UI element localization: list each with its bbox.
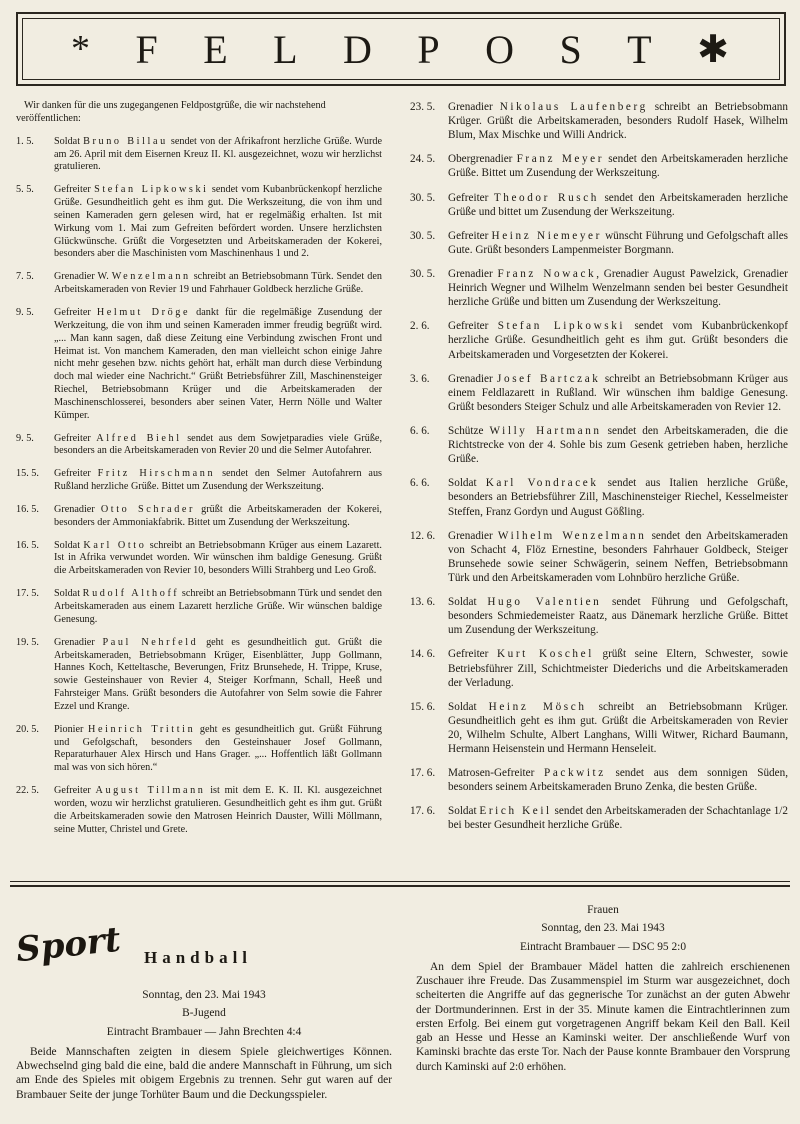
entry-date: 5. 5. — [16, 184, 34, 196]
entry-text — [448, 424, 788, 466]
title-letter: O — [485, 26, 516, 72]
entry-rank: Grenadier — [448, 267, 498, 280]
entry-message: schreibt an Betriebsobmann Krüger aus einem Lazarett. Ist in Afrika verwundet worden. Wir wünschen ihm baldige Genesung. Grüßt die Arbeitskameraden von Revier 10, besonders Willi Strahberg und Leo Groß. — [54, 539, 382, 577]
feldpost-entry — [410, 152, 788, 180]
entry-name: Fritz Hirschmann — [97, 468, 216, 480]
entry-text — [54, 184, 382, 261]
entry-date: 16. 5. — [16, 503, 39, 515]
entry-name: Packwitz — [544, 767, 606, 780]
match-report: An dem Spiel der Brambauer Mädel hatten die zahlreich erschienenen Zuschauer ihre Freude. Das Zusammenspiel im Sturm war ausgezeichnet, doch scheiterten die Angriffe auf das gegnerische Tor zunächst an der guten Abwehr der Dortmunderinnen. Erst in der 35. Minute kamen die Eintrachtlerinnen zum ersten Erfolg. Bei einem gut vorgetragenen Angriff bekam Keil den Ball. Keil gab an Hesse und Hesse an Kaminski weiter. Der anschließende Wurf von Kaminski brachte das erste Tor. Nach der Pause konnte Brambauer den Vorsprung durch Kaminski auf 2:0 erhöhen. — [416, 960, 790, 1073]
feldpost-entry — [410, 529, 788, 585]
entry-name: Heinz Niemeyer — [491, 229, 602, 242]
entry-message: sendet aus dem sonnigen Süden, besonders seinem Arbeitskameraden Bruno Zenka, die besten Grüße. — [448, 767, 788, 794]
entry-rank: Soldat — [54, 135, 84, 147]
entry-rank: Soldat — [54, 539, 84, 551]
entry-rank: Gefreiter — [448, 229, 492, 242]
entry-text — [54, 468, 382, 494]
entry-name: Nikolaus Laufenberg — [499, 101, 648, 113]
feldpost-entry — [410, 647, 788, 689]
entry-name: Josef Bartczak — [497, 372, 601, 385]
entry-text — [54, 307, 382, 423]
match-group: B-Jugend — [182, 1007, 226, 1020]
entry-message: schreibt an Betriebsobmann Krüger. Grüßt die Arbeitskameraden, besonders Rudolf Hasek, Wilhelm Blum, Max Mischke und Willi Andrick. — [448, 101, 788, 142]
entry-name: Heinz Mösch — [488, 700, 587, 713]
entry-date: 7. 5. — [16, 271, 34, 283]
section-divider — [10, 881, 790, 882]
feldpost-entry — [410, 700, 788, 756]
feldpost-entry — [410, 424, 788, 466]
entry-date: 2. 6. — [410, 320, 430, 333]
masthead-frame — [22, 18, 780, 80]
entry-message: schreibt an Betriebsobmann Türk und sendet den Arbeitskameraden aus einem Lazarett herzliche Grüße. Wir wünschen baldige Genesung. — [54, 588, 382, 625]
entry-rank: Gefreiter — [54, 432, 97, 444]
entry-date: 19. 5. — [16, 636, 39, 648]
entry-date: 3. 6. — [410, 372, 430, 385]
entry-text — [54, 785, 382, 836]
entry-rank: Pionier — [54, 723, 88, 735]
entry-rank: Grenadier — [448, 372, 498, 385]
entry-name: Wilhelm Wenzelmann — [497, 529, 647, 542]
feldpost-entry — [16, 433, 382, 459]
feldpost-entry — [410, 766, 788, 794]
entry-rank: Schütze — [448, 424, 490, 437]
entry-message: , Grenadier August Pawelzick, Grenadier Heinrich Wegner und Wilhelm Wenzelmann senden bei bester Gesundheit herzliche Grüße und bitten um Zusendung der Werkszeitung. — [448, 267, 788, 309]
title-letter: S — [559, 26, 584, 72]
sport-heading: Handball — [144, 948, 253, 967]
entry-message: grüßt die Arbeitskameraden der Kokerei, besonders der Ammoniakfabrik. Bittet um Zusendung der Werkszeitung. — [54, 503, 382, 528]
sport-logo: Sport — [14, 919, 123, 971]
entry-text — [54, 433, 382, 459]
entry-date: 17. 6. — [410, 767, 436, 780]
entry-rank: Grenadier — [54, 636, 103, 648]
entry-date: 12. 6. — [410, 529, 436, 542]
entry-date: 9. 5. — [16, 306, 34, 318]
entry-date: 1. 5. — [16, 135, 34, 147]
entry-name: Karl Otto — [83, 539, 147, 551]
entry-rank: Soldat — [448, 700, 489, 713]
section-divider — [10, 885, 790, 887]
feldpost-entry — [16, 468, 382, 494]
feldpost-entry — [410, 372, 788, 414]
entry-date: 17. 5. — [16, 588, 39, 600]
feldpost-entry — [410, 100, 788, 142]
masthead-title — [23, 19, 779, 79]
entry-date: 24. 5. — [410, 153, 436, 166]
entry-date: 16. 5. — [16, 539, 39, 551]
entry-text — [54, 271, 382, 297]
title-letter: P — [417, 26, 442, 72]
entry-rank: Grenadier — [448, 101, 500, 113]
match-date: Sonntag, den 23. Mai 1943 — [142, 989, 266, 1001]
feldpost-entry — [16, 540, 382, 579]
entry-date: 22. 5. — [16, 785, 39, 797]
entry-message: sendet Führung und Gefolgschaft, besonders Schmiedemeister Raatz, aus Dänemark herzliche Grüße. Bittet um Zusendung der Werkszeitung. — [448, 596, 789, 637]
entry-name: Franz Meyer — [516, 153, 605, 166]
feldpost-entry — [16, 785, 382, 836]
entry-rank: Grenadier — [54, 503, 101, 515]
intro-text: Wir danken für die uns zugegangenen Feldpostgrüße, die wir nachstehend veröffentlichen: — [16, 100, 326, 124]
entry-message: sendet den Selmer Autofahrern aus Rußland herzliche Grüße. Bittet um Zusendung der Werkszeitung. — [54, 468, 382, 493]
sport-report-youth — [16, 988, 392, 1102]
entry-text — [448, 319, 788, 361]
feldpost-entry — [16, 307, 382, 423]
entry-text — [448, 229, 788, 257]
entry-message: sendet aus dem Sowjetparadies viele Grüße, besonders an die Arbeitskameraden von Revier 20 und die Selmer Autofahrer. — [54, 432, 383, 457]
entry-message: sendet den Arbeitskameraden der Schachtanlage 1/2 bei bester Gesundheit herzliche Grüße. — [448, 805, 788, 832]
entry-message: schreibt an Betriebsobmann Krüger. Gesundheitlich geht es ihm gut. Grüßt die Arbeitskameraden von Revier 20, Wilhelm Schulte, Albert Langhans, Willi Witwer, Richard Baumann, Hermann Heisenstein und Hermann Henseleit. — [448, 700, 788, 756]
entry-date: 15. 5. — [16, 468, 39, 480]
feldpost-entry — [16, 271, 382, 297]
entry-date: 23. 5. — [410, 101, 436, 113]
entry-text — [54, 540, 382, 579]
entry-name: Otto Schrader — [100, 503, 196, 515]
feldpost-entry — [410, 191, 788, 219]
feldpost-entry — [16, 184, 382, 261]
entry-rank: Matrosen-Gefreiter — [448, 767, 544, 780]
entry-text — [448, 529, 788, 585]
masthead — [16, 12, 786, 86]
feldpost-entry — [410, 319, 788, 361]
entry-name: Paul Nehrfeld — [102, 636, 199, 648]
entry-text — [54, 136, 382, 175]
entry-date: 6. 6. — [410, 477, 430, 490]
title-letter: F — [135, 26, 160, 72]
entry-text — [448, 100, 788, 142]
star-right-icon: ✱ — [697, 28, 731, 71]
entry-rank: Soldat — [448, 805, 480, 818]
match-report: Beide Mannschaften zeigten in diesem Spiele gleichwertiges Können. Abwechselnd ging bald die eine, bald die andere Mannschaft in Führung, um sich am Ende des Spieles mit obigem Ergebnis zu trennen. Sehr gut waren auf der Brambauer Seite der junge Torhüter Baum und die Deckungsspieler. — [16, 1045, 392, 1101]
entry-name: Rudolf Althoff — [82, 588, 180, 600]
entry-message: sendet den Arbeitskameraden herzliche Grüße und bittet um Zusendung der Werkszeitung. — [448, 191, 788, 218]
entry-text — [54, 504, 382, 530]
entry-text — [448, 476, 788, 518]
feldpost-entry — [16, 504, 382, 530]
feldpost-entry — [410, 476, 788, 518]
entry-rank: Soldat — [448, 477, 486, 490]
entry-message: sendet von der Afrikafront herzliche Grüße. Wurde am 26. April mit dem Eisernen Kreuz II. Kl. ausgezeichnet, wozu wir herzlichst gratulieren. — [54, 135, 382, 173]
entry-date: 30. 5. — [410, 229, 436, 242]
entry-rank: Gefreiter — [54, 468, 98, 480]
entry-date: 15. 6. — [410, 700, 436, 713]
entry-text — [448, 595, 788, 637]
entry-rank: Gefreiter — [54, 306, 97, 318]
entry-date: 30. 5. — [410, 191, 436, 204]
entry-message: schreibt an Betriebsobmann Krüger aus einem Feldlazarett in Rußland. Wir wünschen ihm baldige Genesung. Grüßt besonders Steiger Schulz und alle Arbeitskameraden von Revier 12. — [448, 372, 788, 413]
left-entry-list — [16, 136, 382, 837]
title-letter: T — [627, 26, 654, 72]
entry-rank: Gefreiter — [448, 191, 494, 204]
entry-rank: Gefreiter — [54, 785, 96, 797]
entry-name: Theodor Rusch — [493, 191, 599, 204]
entry-name: Stefan Lipkowski — [497, 320, 626, 333]
entry-name: Erich Keil — [479, 805, 552, 818]
entry-message: ist mit dem E. K. II. Kl. ausgezeichnet worden, wozu wir herzlichst gratulieren. Gesundheitlich geht es ihm gut. Grüßt die Arbeitskameraden sowie den Matrosen Heinrich Dauster, Willi Möllmann, seine Mutter, Christel und Grete. — [54, 785, 382, 835]
entry-date: 9. 5. — [16, 432, 34, 444]
entry-message: wünscht Führung und Gefolgschaft alles Gute. Grüßt besonders Lampenmeister Borgmann. — [448, 229, 789, 256]
star-left-icon: * — [71, 28, 92, 70]
entry-name: August Tillmann — [95, 785, 206, 797]
feldpost-entry — [16, 724, 382, 775]
entry-message: sendet aus Italien herzliche Grüße, besonders an Betriebsführer Zill, Maschinensteiger Riechel, Kesselmeister Steffen, Franz Gordyn und August Gößling. — [448, 477, 788, 518]
entry-message: geht es gesundheitlich gut. Grüßt Führung und Gefolgschaft, besonders den Gesteinshauer Josef Gollmann, Reparaturhauer Alex Hirsch und Hans Grager. „... Hoffentlich läßt Gollmann mal was von sich hören.“ — [54, 723, 382, 774]
feldpost-entry — [410, 804, 788, 832]
entry-name: Stefan Lipkowski — [94, 184, 209, 196]
entry-name: Franz Nowack — [497, 267, 597, 280]
entry-message: geht es gesundheitlich gut. Grüßt die Arbeitskameraden, Betriebsobmann Krüger, Eisenblätter, Jupp Gollmann, Hannes Koch, Ketteltasche, Beverungen, Fritz Brunsehede, H. Trippe, Kruse, sowie Gesteinshauer von Revier 4, Steiger Korfmann, Schall, Heeß und Fahrsteiger Mans. Grüßt besonders die Autofahrer von Selm sowie die Fahrer Ezzel und Krange. — [54, 636, 382, 712]
entry-text — [54, 588, 382, 627]
entry-rank: Gefreiter — [448, 648, 497, 661]
entry-name: Wenzelmann — [111, 271, 191, 283]
entry-name: Helmut Dröge — [96, 306, 191, 318]
entry-rank: Obergrenadier — [448, 153, 517, 166]
entry-name: Kurt Koschel — [496, 648, 594, 661]
entry-text — [448, 700, 788, 756]
entry-message: schreibt an Betriebsobmann Türk. Sendet den Arbeitskameraden von Revier 19 und Fahrhauer Goldbeck herzliche Grüße. — [54, 271, 382, 296]
match-group: Frauen — [587, 904, 619, 916]
entry-date: 30. 5. — [410, 267, 436, 280]
feldpost-entry — [16, 588, 382, 627]
entry-text — [448, 152, 788, 180]
entry-date: 6. 6. — [410, 424, 430, 437]
feldpost-entry — [410, 595, 788, 637]
entry-message: sendet den Arbeitskameraden, die die Richtstrecke von der 4. Sohle bis zum Gesenk getrieben haben, herzliche Grüße. — [448, 424, 788, 466]
entry-message: grüßt seine Eltern, Schwester, sowie Betriebsführer Zill, Schichtmeister Diederichs und die Arbeitskameraden der Verladung. — [448, 648, 788, 689]
entry-message: sendet den Arbeitskameraden herzliche Grüße. Bittet um Zusendung der Werkszeitung. — [448, 153, 788, 180]
entry-text — [448, 372, 788, 414]
entry-text — [54, 724, 382, 775]
entry-text — [448, 267, 788, 309]
entry-rank: Grenadier — [448, 529, 498, 542]
title-letter: E — [203, 26, 230, 72]
entry-name: Hugo Valentien — [487, 596, 602, 609]
match-result: Eintracht Brambauer — DSC 95 2:0 — [519, 940, 687, 953]
match-result: Eintracht Brambauer — Jahn Brechten 4:4 — [106, 1025, 302, 1038]
feldpost-entry — [16, 637, 382, 714]
entry-text — [448, 766, 788, 794]
entry-date: 13. 6. — [410, 596, 436, 609]
entry-rank: Soldat — [54, 588, 83, 600]
entry-name: Alfred Biehl — [96, 432, 182, 444]
right-entry-list — [410, 100, 788, 833]
entry-date: 14. 6. — [410, 648, 436, 661]
entry-message: sendet vom Kubanbrückenkopf herzliche Grüße. Gesundheitlich geht es ihm gut. Grüßt besonders die Arbeitskameraden und Vorgesetzten der Kokerei. — [448, 320, 788, 361]
entry-name: Heinrich Trittin — [88, 723, 196, 735]
entry-message: dankt für die regelmäßige Zusendung der Werkzeitung, die von ihm und seinen Kameraden immer freudig begrüßt wird. „... Man kann sagen, daß diese Zeitung eine Verbindung zwischen Front und Heimat ist. Von manchem Kameraden, den man vielleicht schon einige Jahre nicht mehr gesehen bzw. nichts gehört hat, erhält man durch diese Verbindung doch mal wieder eine Nachricht.“ Grüßt Betriebsführer Zill, Maschinensteiger Riechel, Betriebsobmann Krüger und die Arbeitskameraden der Maschinenschlosserei, besonders aber seinen Vater, Herrn Nölle und Walter Kümper. — [54, 306, 383, 421]
left-column — [16, 100, 382, 847]
entry-rank: Gefreiter — [54, 184, 95, 196]
right-column — [410, 100, 788, 843]
entry-rank: Soldat — [448, 596, 488, 609]
feldpost-entry — [410, 229, 788, 257]
feldpost-entry — [410, 267, 788, 309]
entry-text — [448, 804, 788, 832]
entry-name: Bruno Billau — [83, 135, 168, 147]
feldpost-entry — [16, 136, 382, 175]
entry-text — [448, 647, 788, 689]
entry-message: sendet vom Kubanbrückenkopf herzliche Grüße. Gesundheitlich geht es ihm gut. Die Werkszeitung, die von ihm und seinen Kameraden gern gelesen wird, hat er regelmäßig erhalten. Ist mit Wirkung vom 1. Mai zum Gefreiten befördert worden. Unsere herzlichsten Glückwünsche. Grüßt die Vorgesetzten und Arbeitskameraden der Kokerei, besonders aber die Maschinisten vom Maschinenhaus 1 und 2. — [54, 184, 382, 260]
title-letter: L — [273, 26, 300, 72]
sport-report-women — [416, 903, 790, 1074]
entry-rank: Gefreiter — [448, 320, 498, 333]
match-date: Sonntag, den 23. Mai 1943 — [541, 922, 665, 935]
entry-text — [54, 637, 382, 714]
entry-date: 20. 5. — [16, 723, 39, 735]
entry-name: Willy Hartmann — [489, 424, 602, 437]
entry-date: 17. 6. — [410, 805, 436, 818]
entry-text — [448, 191, 788, 219]
title-letter: D — [343, 26, 374, 72]
entry-rank: Grenadier W. — [54, 271, 112, 283]
entry-name: Karl Vondracek — [485, 477, 599, 490]
entry-message: sendet den Arbeitskameraden von Schacht 4, Flöz Ernestine, besonders Fahrhauer Goldbeck, Steiger Brunsehede sowie seiner Schwägerin, seinem Neffen, Betriebsobmann Türk und den Arbeitskameraden vom Lohnbüro herzliche Grüße. — [448, 529, 788, 584]
